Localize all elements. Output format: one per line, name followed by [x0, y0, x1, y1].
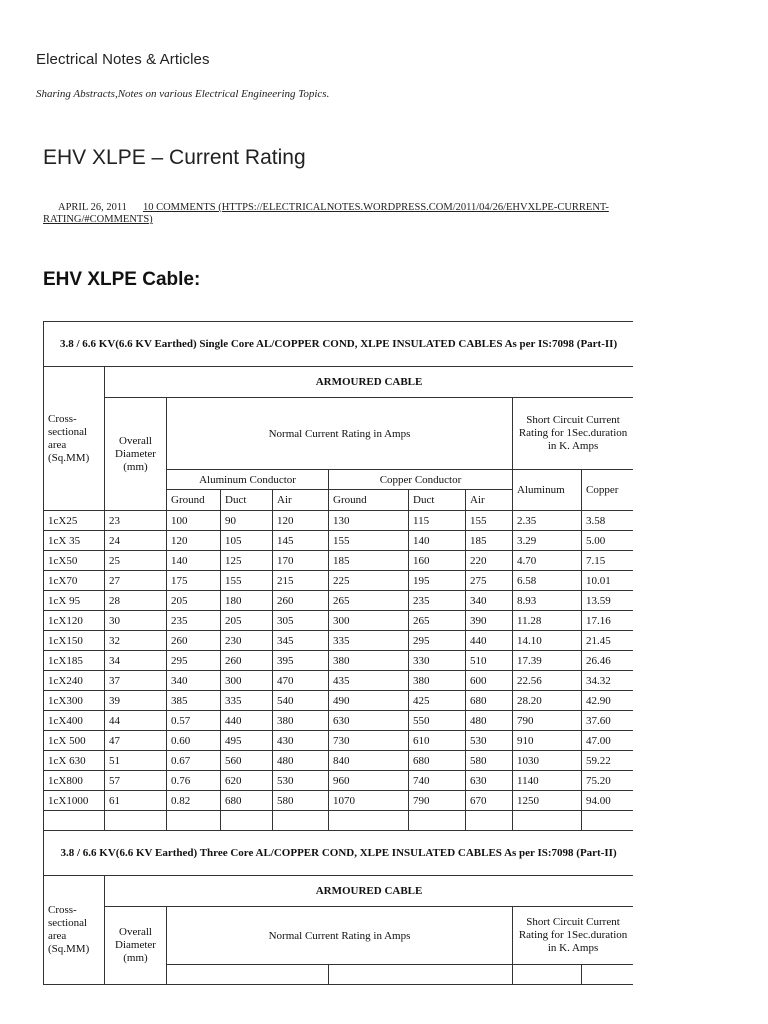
- cell-al-air: 430: [273, 731, 329, 751]
- cell-cu-air: 155: [466, 511, 513, 531]
- cell-sc-copper: 21.45: [582, 631, 634, 651]
- cell-cu-duct: 235: [409, 591, 466, 611]
- cell-diameter: 37: [105, 671, 167, 691]
- cell-size: 1cX 95: [44, 591, 105, 611]
- table-row: [44, 731, 634, 751]
- cell-sc-copper: 42.90: [582, 691, 634, 711]
- cell-al-ground: 295: [167, 651, 221, 671]
- cell-cu-ground: 265: [329, 591, 409, 611]
- cell-size: 1cX185: [44, 651, 105, 671]
- cell-sc-aluminum: 1250: [513, 791, 582, 811]
- table-row: [44, 671, 634, 691]
- cell-cu-ground: 335: [329, 631, 409, 651]
- table2-rating-header-row: [44, 907, 634, 965]
- cell-diameter: 57: [105, 771, 167, 791]
- cell-al-duct: 440: [221, 711, 273, 731]
- cell-al-air: 540: [273, 691, 329, 711]
- cell-cu-duct: 680: [409, 751, 466, 771]
- cell-al-duct: 560: [221, 751, 273, 771]
- table1-copper-header: Copper: [582, 470, 634, 511]
- cell-cu-duct: 140: [409, 531, 466, 551]
- cell-al-ground: 140: [167, 551, 221, 571]
- cell-sc-aluminum: 1140: [513, 771, 582, 791]
- cell-size: 1cX 500: [44, 731, 105, 751]
- cell-sc-aluminum: 11.28: [513, 611, 582, 631]
- cell-cu-duct: 295: [409, 631, 466, 651]
- site-tagline: Sharing Abstracts,Notes on various Electrical Engineering Topics.: [36, 88, 330, 100]
- cell-cu-air: 185: [466, 531, 513, 551]
- cell-diameter: 28: [105, 591, 167, 611]
- cell-sc-copper: 10.01: [582, 571, 634, 591]
- cell-cu-duct: 160: [409, 551, 466, 571]
- post-date: APRIL 26, 2011: [58, 202, 127, 213]
- table-row: [44, 551, 634, 571]
- cell-sc-aluminum: 910: [513, 731, 582, 751]
- cell-al-ground: 0.67: [167, 751, 221, 771]
- cell-cu-ground: 1070: [329, 791, 409, 811]
- cell-cu-duct: 610: [409, 731, 466, 751]
- table1-caption-row: [44, 322, 634, 367]
- cell-al-air: 580: [273, 791, 329, 811]
- cell-size: 1cX25: [44, 511, 105, 531]
- cell-al-ground: 0.76: [167, 771, 221, 791]
- cell-al-air: 215: [273, 571, 329, 591]
- cell-al-air: 120: [273, 511, 329, 531]
- table-row: [44, 791, 634, 811]
- cell-al-ground: 0.82: [167, 791, 221, 811]
- table1-cu-duct-header: Duct: [409, 490, 466, 511]
- cell-cu-ground: 630: [329, 711, 409, 731]
- cell-cu-duct: 330: [409, 651, 466, 671]
- table-row: [44, 571, 634, 591]
- cell-cu-air: 480: [466, 711, 513, 731]
- table1-armoured-header: ARMOURED CABLE: [105, 367, 634, 398]
- cell-cu-air: 390: [466, 611, 513, 631]
- cell-sc-aluminum: 28.20: [513, 691, 582, 711]
- table1-al-duct-header: Duct: [221, 490, 273, 511]
- cell-al-air: 345: [273, 631, 329, 651]
- table-row: [44, 751, 634, 771]
- cell-al-duct: 205: [221, 611, 273, 631]
- cell-diameter: 32: [105, 631, 167, 651]
- table-row: [44, 631, 634, 651]
- cell-sc-aluminum: 14.10: [513, 631, 582, 651]
- table-row: [44, 591, 634, 611]
- table-row: [44, 771, 634, 791]
- table-row: [44, 611, 634, 631]
- cell-al-duct: 620: [221, 771, 273, 791]
- table1-aluminum-conductor-header: Aluminum Conductor: [167, 470, 329, 490]
- cell-sc-copper: 17.16: [582, 611, 634, 631]
- cell-al-duct: 260: [221, 651, 273, 671]
- cell-al-air: 170: [273, 551, 329, 571]
- cell-sc-aluminum: 3.29: [513, 531, 582, 551]
- cell-diameter: 24: [105, 531, 167, 551]
- cell-cu-ground: 960: [329, 771, 409, 791]
- cell-al-air: 305: [273, 611, 329, 631]
- cell-diameter: 27: [105, 571, 167, 591]
- cell-sc-aluminum: 8.93: [513, 591, 582, 611]
- table1-copper-conductor-header: Copper Conductor: [329, 470, 513, 490]
- table1-normal-rating-header: Normal Current Rating in Amps: [167, 398, 513, 470]
- cell-size: 1cX1000: [44, 791, 105, 811]
- table-row: [44, 511, 634, 531]
- section-heading: EHV XLPE Cable:: [43, 269, 201, 290]
- table-row: [44, 691, 634, 711]
- cell-size: 1cX400: [44, 711, 105, 731]
- post-meta: [43, 202, 703, 226]
- cell-al-duct: 90: [221, 511, 273, 531]
- cell-cu-air: 630: [466, 771, 513, 791]
- cell-cu-duct: 115: [409, 511, 466, 531]
- cell-diameter: 30: [105, 611, 167, 631]
- cell-sc-aluminum: 6.58: [513, 571, 582, 591]
- cell-size: 1cX 35: [44, 531, 105, 551]
- cell-al-duct: 180: [221, 591, 273, 611]
- cell-cu-ground: 300: [329, 611, 409, 631]
- cell-cu-duct: 380: [409, 671, 466, 691]
- cell-size: 1cX150: [44, 631, 105, 651]
- table-row: [44, 651, 634, 671]
- cell-diameter: 34: [105, 651, 167, 671]
- cell-al-ground: 100: [167, 511, 221, 531]
- cell-al-air: 395: [273, 651, 329, 671]
- table1-short-circuit-header: Short Circuit Current Rating for 1Sec.duration in K. Amps: [513, 398, 634, 470]
- cell-cu-air: 670: [466, 791, 513, 811]
- cell-cu-air: 600: [466, 671, 513, 691]
- table-row: [44, 711, 634, 731]
- cell-al-ground: 120: [167, 531, 221, 551]
- cell-cu-air: 440: [466, 631, 513, 651]
- cell-cu-ground: 435: [329, 671, 409, 691]
- cell-cu-air: 580: [466, 751, 513, 771]
- table-spacer-row: [44, 811, 634, 831]
- cell-sc-copper: 7.15: [582, 551, 634, 571]
- cell-cu-ground: 185: [329, 551, 409, 571]
- cell-al-duct: 125: [221, 551, 273, 571]
- cell-diameter: 44: [105, 711, 167, 731]
- cell-cu-duct: 195: [409, 571, 466, 591]
- table1-al-air-header: Air: [273, 490, 329, 511]
- cell-diameter: 61: [105, 791, 167, 811]
- cell-al-duct: 680: [221, 791, 273, 811]
- cell-cu-ground: 730: [329, 731, 409, 751]
- table2-short-circuit-header: Short Circuit Current Rating for 1Sec.duration in K. Amps: [513, 907, 634, 965]
- cell-size: 1cX70: [44, 571, 105, 591]
- cell-cu-duct: 740: [409, 771, 466, 791]
- cell-al-air: 530: [273, 771, 329, 791]
- cell-cu-air: 275: [466, 571, 513, 591]
- cell-sc-copper: 59.22: [582, 751, 634, 771]
- post-title: EHV XLPE – Current Rating: [43, 146, 306, 169]
- cell-sc-copper: 47.00: [582, 731, 634, 751]
- cell-al-ground: 235: [167, 611, 221, 631]
- cell-size: 1cX240: [44, 671, 105, 691]
- cell-sc-aluminum: 2.35: [513, 511, 582, 531]
- cell-size: 1cX120: [44, 611, 105, 631]
- cell-sc-aluminum: 17.39: [513, 651, 582, 671]
- cell-al-air: 380: [273, 711, 329, 731]
- cell-cu-duct: 265: [409, 611, 466, 631]
- table2-armoured-row: [44, 876, 634, 907]
- cell-cu-air: 340: [466, 591, 513, 611]
- table-row: [44, 531, 634, 551]
- table2-caption-row: [44, 831, 634, 876]
- cell-sc-copper: 26.46: [582, 651, 634, 671]
- cell-sc-aluminum: 22.56: [513, 671, 582, 691]
- cell-cu-ground: 840: [329, 751, 409, 771]
- table1-cu-ground-header: Ground: [329, 490, 409, 511]
- cell-al-ground: 0.57: [167, 711, 221, 731]
- cell-diameter: 51: [105, 751, 167, 771]
- cell-al-duct: 300: [221, 671, 273, 691]
- cell-sc-copper: 34.32: [582, 671, 634, 691]
- table2-normal-rating-header: Normal Current Rating in Amps: [167, 907, 513, 965]
- cell-sc-aluminum: 790: [513, 711, 582, 731]
- cell-diameter: 23: [105, 511, 167, 531]
- cell-size: 1cX50: [44, 551, 105, 571]
- table1-armoured-row: [44, 367, 634, 398]
- cell-al-ground: 205: [167, 591, 221, 611]
- cell-al-duct: 495: [221, 731, 273, 751]
- cell-cu-air: 220: [466, 551, 513, 571]
- cell-cu-ground: 380: [329, 651, 409, 671]
- cell-al-duct: 230: [221, 631, 273, 651]
- cell-cu-ground: 225: [329, 571, 409, 591]
- cell-cu-air: 530: [466, 731, 513, 751]
- table2-armoured-header: ARMOURED CABLE: [105, 876, 634, 907]
- cell-al-duct: 105: [221, 531, 273, 551]
- cell-cu-air: 680: [466, 691, 513, 711]
- cell-al-duct: 155: [221, 571, 273, 591]
- cell-cu-ground: 490: [329, 691, 409, 711]
- cell-sc-aluminum: 4.70: [513, 551, 582, 571]
- cell-cu-duct: 550: [409, 711, 466, 731]
- cell-size: 1cX 630: [44, 751, 105, 771]
- cell-cu-air: 510: [466, 651, 513, 671]
- cell-size: 1cX800: [44, 771, 105, 791]
- cell-sc-copper: 75.20: [582, 771, 634, 791]
- cell-cu-duct: 425: [409, 691, 466, 711]
- cell-size: 1cX300: [44, 691, 105, 711]
- cell-diameter: 47: [105, 731, 167, 751]
- table2-diameter-header: Overall Diameter (mm): [105, 907, 167, 985]
- cable-ratings-table: [43, 321, 633, 985]
- cable-ratings-table-container: [43, 321, 633, 1024]
- cell-sc-copper: 5.00: [582, 531, 634, 551]
- cell-al-air: 260: [273, 591, 329, 611]
- table1-aluminum-header: Aluminum: [513, 470, 582, 511]
- cell-sc-copper: 94.00: [582, 791, 634, 811]
- table1-cross-section-header: Cross-sectional area (Sq.MM): [44, 367, 105, 511]
- table1-cu-air-header: Air: [466, 490, 513, 511]
- table1-rating-header-row: [44, 398, 634, 470]
- cell-al-ground: 0.60: [167, 731, 221, 751]
- cell-sc-aluminum: 1030: [513, 751, 582, 771]
- cell-al-ground: 260: [167, 631, 221, 651]
- cell-al-air: 145: [273, 531, 329, 551]
- table2-cross-section-header: Cross-sectional area (Sq.MM): [44, 876, 105, 985]
- cell-al-ground: 175: [167, 571, 221, 591]
- cell-al-air: 470: [273, 671, 329, 691]
- site-title-link[interactable]: Electrical Notes & Articles: [36, 51, 210, 68]
- cell-diameter: 39: [105, 691, 167, 711]
- cell-al-air: 480: [273, 751, 329, 771]
- table1-diameter-header: Overall Diameter (mm): [105, 398, 167, 511]
- cell-cu-ground: 130: [329, 511, 409, 531]
- cell-sc-copper: 37.60: [582, 711, 634, 731]
- cell-al-ground: 385: [167, 691, 221, 711]
- cell-al-duct: 335: [221, 691, 273, 711]
- table1-al-ground-header: Ground: [167, 490, 221, 511]
- cell-cu-ground: 155: [329, 531, 409, 551]
- table1-caption: 3.8 / 6.6 KV(6.6 KV Earthed) Single Core AL/COPPER COND, XLPE INSULATED CABLES As per IS:7098 (Part-II): [44, 322, 634, 367]
- cell-al-ground: 340: [167, 671, 221, 691]
- comments-link[interactable]: 10 COMMENTS (HTTPS://ELECTRICALNOTES.WORDPRESS.COM/2011/04/26/EHVXLPE-CURRENT-RATING/#COMMENTS): [43, 202, 609, 225]
- table2-caption: 3.8 / 6.6 KV(6.6 KV Earthed) Three Core AL/COPPER COND, XLPE INSULATED CABLES As per IS:7098 (Part-II): [44, 831, 634, 876]
- cell-sc-copper: 13.59: [582, 591, 634, 611]
- cell-cu-duct: 790: [409, 791, 466, 811]
- cell-sc-copper: 3.58: [582, 511, 634, 531]
- cell-diameter: 25: [105, 551, 167, 571]
